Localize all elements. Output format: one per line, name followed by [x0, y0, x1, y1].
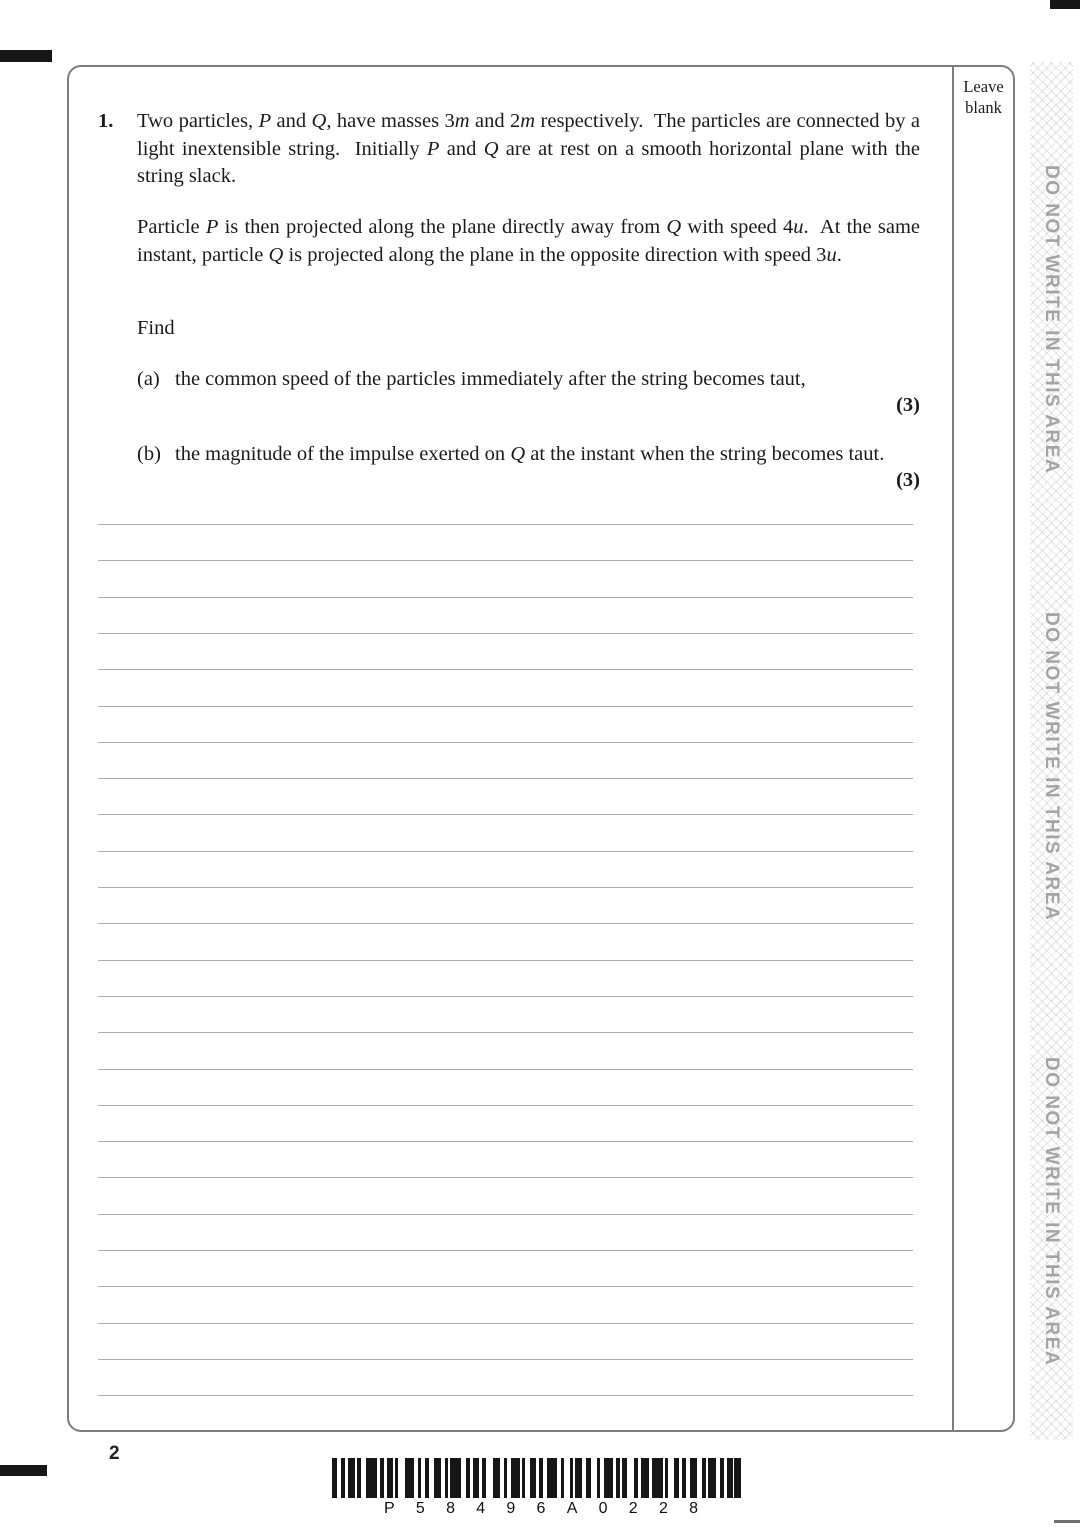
question-paragraph-2: Particle P is then projected along the plane directly away from Q with speed 4u. At the same instant, particle Q is projected along the plane in the opposite direction with speed 3u. — [137, 216, 920, 266]
answer-line — [98, 706, 913, 707]
barcode-gap — [486, 1458, 493, 1498]
barcode-gap — [627, 1458, 634, 1498]
answer-line — [98, 1105, 913, 1106]
answer-line — [98, 1177, 913, 1178]
print-mark-bottom-right — [1054, 1520, 1080, 1523]
print-mark-top-right — [1050, 0, 1080, 9]
barcode-bar — [575, 1458, 582, 1498]
barcode-bar — [511, 1458, 520, 1498]
barcode-bars — [332, 1458, 742, 1498]
answer-line — [98, 851, 913, 852]
do-not-write-watermark: DO NOT WRITE IN THIS AREA — [1041, 1057, 1062, 1367]
answer-line — [98, 1250, 913, 1251]
barcode-bar — [366, 1458, 377, 1498]
barcode-char: 4 — [476, 1500, 486, 1517]
find-label: Find — [137, 317, 175, 339]
page-number: 2 — [109, 1443, 120, 1464]
barcode-char: 8 — [446, 1500, 455, 1517]
barcode-bar — [450, 1458, 461, 1498]
barcode-bar — [690, 1458, 697, 1498]
question-paragraph-1: Two particles, P and Q, have masses 3m and 2m respectively. The particles are connected by a light inextensible string. Initially P and Q are at rest on a smooth horizontal plane with the string slack. — [137, 110, 920, 187]
answer-line — [98, 778, 913, 779]
barcode-bar — [493, 1458, 500, 1498]
do-not-write-watermark: DO NOT WRITE IN THIS AREA — [1041, 165, 1062, 475]
answer-line — [98, 1069, 913, 1070]
answer-line — [98, 1214, 913, 1215]
answer-line — [98, 669, 913, 670]
question-part-b — [137, 441, 920, 469]
answer-line — [98, 560, 913, 561]
barcode-char: 9 — [506, 1500, 516, 1517]
barcode-char: 8 — [689, 1500, 698, 1517]
leave-blank-line1: Leave — [963, 77, 1004, 96]
barcode-bar — [348, 1458, 355, 1498]
barcode-bar — [547, 1458, 558, 1498]
answer-line — [98, 597, 913, 598]
barcode-char: 5 — [415, 1500, 425, 1517]
barcode-char: A — [566, 1500, 578, 1517]
barcode-bar — [652, 1458, 663, 1498]
answer-line — [98, 633, 913, 634]
barcode-char: P — [384, 1500, 395, 1517]
barcode-bar — [734, 1458, 741, 1498]
question-area — [69, 67, 952, 1430]
barcode-text — [332, 1499, 742, 1519]
barcode-char: 2 — [628, 1500, 638, 1517]
question-part-a — [137, 366, 920, 394]
do-not-write-rail — [1030, 62, 1073, 1440]
answer-line — [98, 887, 913, 888]
answer-line — [98, 1359, 913, 1360]
question-number: 1. — [98, 110, 114, 132]
answer-line — [98, 960, 913, 961]
barcode-char: 2 — [658, 1500, 668, 1517]
answer-line — [98, 1395, 913, 1396]
answer-line — [98, 1141, 913, 1142]
leave-blank-label — [954, 67, 1013, 118]
barcode-gap — [398, 1458, 405, 1498]
answer-line — [98, 1323, 913, 1324]
answer-line — [98, 1032, 913, 1033]
barcode-bar — [604, 1458, 613, 1498]
barcode-bar — [708, 1458, 717, 1498]
barcode-bar — [641, 1458, 648, 1498]
answer-line — [98, 923, 913, 924]
barcode-bar — [405, 1458, 414, 1498]
part-b-text: the magnitude of the impulse exerted on Q at the instant when the string becomes taut. — [175, 443, 885, 465]
question-statement-row — [98, 108, 952, 191]
leave-blank-column — [952, 67, 1013, 1430]
answer-line — [98, 996, 913, 997]
print-mark-top-left — [0, 50, 52, 62]
part-b-label: (b) — [137, 443, 161, 465]
barcode-bar — [434, 1458, 441, 1498]
part-a-label: (a) — [137, 368, 160, 390]
answer-line — [98, 742, 913, 743]
part-a-text: the common speed of the particles immediately after the string becomes taut, — [175, 368, 806, 390]
barcode — [332, 1458, 742, 1519]
do-not-write-watermark: DO NOT WRITE IN THIS AREA — [1041, 612, 1062, 922]
answer-line — [98, 524, 913, 525]
answer-lines-area — [98, 524, 913, 1409]
leave-blank-line2: blank — [965, 98, 1002, 117]
barcode-char: 6 — [536, 1500, 546, 1517]
barcode-char: 0 — [598, 1500, 608, 1517]
answer-line — [98, 814, 913, 815]
part-b-marks: (3) — [896, 469, 920, 491]
part-a-marks: (3) — [896, 394, 920, 416]
answer-line — [98, 1286, 913, 1287]
question-box — [67, 65, 1015, 1432]
print-mark-bottom-left — [0, 1465, 47, 1476]
